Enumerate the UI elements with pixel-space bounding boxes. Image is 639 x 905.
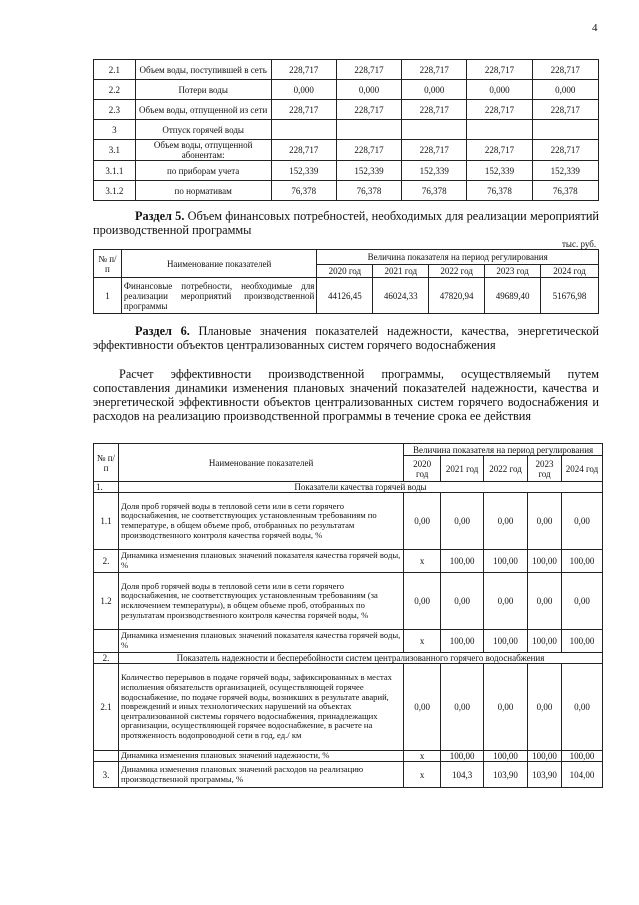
t1-value: 228,717 <box>271 60 336 80</box>
t3-row-name: Доля проб горячей воды в тепловой сети или в сети горячего водоснабжения, не соответствующих установленным требованиям по температуре, в общем объеме проб, отобранных по результатам производственного контроля качества горячей воды, % <box>118 493 403 550</box>
t3-value: 0,00 <box>441 573 484 630</box>
t1-value <box>402 120 467 140</box>
t1-value: 228,717 <box>467 140 532 161</box>
t1-row-num: 2.1 <box>94 60 136 80</box>
t3-value: 103,90 <box>484 762 528 788</box>
table-row <box>94 100 599 120</box>
t3-value: 100,00 <box>528 630 562 653</box>
table-row <box>94 762 603 788</box>
t3-value: 100,00 <box>561 630 602 653</box>
t3-value: 0,00 <box>561 573 602 630</box>
t3-value: 100,00 <box>528 550 562 573</box>
t1-row-num: 3.1 <box>94 140 136 161</box>
t3-value: 0,00 <box>528 664 562 751</box>
t1-value: 228,717 <box>271 100 336 120</box>
t1-value: 76,378 <box>271 181 336 201</box>
t3-value: 100,00 <box>528 751 562 762</box>
table-row <box>94 80 599 100</box>
table-row <box>94 550 603 573</box>
t2-year-header: 2021 год <box>373 265 429 278</box>
t1-value: 228,717 <box>532 100 598 120</box>
t2-header-period: Величина показателя на период регулирования <box>317 250 599 265</box>
t2-year-header: 2023 год <box>485 265 541 278</box>
table-row <box>94 60 599 80</box>
t1-value: 76,378 <box>402 181 467 201</box>
t1-value: 228,717 <box>336 60 401 80</box>
section-6-label: Раздел 6. <box>135 324 190 338</box>
t3-value: 0,00 <box>404 573 441 630</box>
t1-value: 76,378 <box>467 181 532 201</box>
t3-value: 0,00 <box>441 493 484 550</box>
t1-value: 228,717 <box>402 140 467 161</box>
t1-value: 0,000 <box>271 80 336 100</box>
t1-value <box>467 120 532 140</box>
table-row <box>94 751 603 762</box>
t1-value: 152,339 <box>402 161 467 181</box>
table-row <box>94 573 603 630</box>
t3-value: 0,00 <box>484 493 528 550</box>
t3-row-num: 3. <box>94 762 119 788</box>
t2-value: 46024,33 <box>373 278 429 314</box>
t1-value <box>532 120 598 140</box>
t3-row-name: Доля проб горячей воды в тепловой сети или в сети горячего водоснабжения, не соответствующих установленным требованиям (за исключением температуры), в общем объеме проб, отобранных по результатам производственного контроля качества горячей воды, % <box>118 573 403 630</box>
t3-row-name: Количество перерывов в подаче горячей воды, зафиксированных в местах исполнения обязательств организацией, осуществляющей горячее водоснабжение, по подаче горячей воды, возникших в результате аварий, повреждений и иных технологических нарушений на объектах централизованной системы горячего водоснабжения, принадлежащих организации, осуществляющей горячее водоснабжение, в расчете на протяженность водопроводной сети в год, ед./ км <box>118 664 403 751</box>
t1-value: 0,000 <box>467 80 532 100</box>
t3-value: 103,90 <box>528 762 562 788</box>
t3-value: 100,00 <box>484 751 528 762</box>
t1-value: 76,378 <box>336 181 401 201</box>
t3-value: 0,00 <box>528 573 562 630</box>
t3-row-name: Динамика изменения плановых значений надежности, % <box>118 751 403 762</box>
t3-section-num: 1. <box>94 482 119 493</box>
t3-row-num <box>94 630 119 653</box>
page-number: 4 <box>592 22 598 34</box>
t3-header-period: Величина показателя на период регулирования <box>404 444 603 456</box>
t1-value: 0,000 <box>532 80 598 100</box>
t3-value: 104,3 <box>441 762 484 788</box>
t3-year-header: 2021 год <box>441 456 484 482</box>
t1-value: 228,717 <box>271 140 336 161</box>
t1-value: 228,717 <box>336 100 401 120</box>
t3-value: 100,00 <box>561 550 602 573</box>
table-row <box>94 630 603 653</box>
t2-value: 47820,94 <box>429 278 485 314</box>
t1-row-name: по нормативам <box>135 181 271 201</box>
section-6-title: Плановые значения показателей надежности, качества, энергетической эффективности объектов централизованных систем горячего водоснабжения <box>93 324 600 352</box>
t3-year-header: 2024 год <box>561 456 602 482</box>
currency-unit: тыс. руб. <box>562 239 597 249</box>
t3-row-num <box>94 751 119 762</box>
t3-header-num: № п/п <box>94 444 119 482</box>
t3-row-name: Динамика изменения плановых значений показателя качества горячей воды, % <box>118 550 403 573</box>
t3-value: 100,00 <box>441 630 484 653</box>
t3-section-title: Показатель надежности и бесперебойности систем централизованного горячего водоснабжения <box>118 653 602 664</box>
t1-value: 228,717 <box>402 60 467 80</box>
t3-value: х <box>404 751 441 762</box>
t3-row-num: 2.1 <box>94 664 119 751</box>
t3-row-num: 1.1 <box>94 493 119 550</box>
table-row <box>94 140 599 161</box>
t3-value: 100,00 <box>561 751 602 762</box>
t1-row-name: по приборам учета <box>135 161 271 181</box>
t1-row-name: Объем воды, поступившей в сеть <box>135 60 271 80</box>
t1-row-num: 3.1.1 <box>94 161 136 181</box>
t3-value: 100,00 <box>484 630 528 653</box>
table-row <box>94 161 599 181</box>
t3-row-name: Динамика изменения плановых значений показателя качества горячей воды, % <box>118 630 403 653</box>
t3-value: 0,00 <box>561 664 602 751</box>
financial-needs-table <box>93 249 599 314</box>
t3-row-num: 1.2 <box>94 573 119 630</box>
t1-value: 228,717 <box>336 140 401 161</box>
t1-value <box>271 120 336 140</box>
t3-value: 0,00 <box>528 493 562 550</box>
t3-value: 0,00 <box>484 573 528 630</box>
t3-value: 0,00 <box>404 664 441 751</box>
t2-year-header: 2022 год <box>429 265 485 278</box>
t1-value: 152,339 <box>467 161 532 181</box>
t3-value: 0,00 <box>404 493 441 550</box>
t3-value: 0,00 <box>484 664 528 751</box>
t1-value: 76,378 <box>532 181 598 201</box>
t3-value: 100,00 <box>441 550 484 573</box>
t2-row-num: 1 <box>94 278 122 314</box>
section-6-heading <box>93 324 599 352</box>
t2-header-name: Наименование показателей <box>121 250 316 278</box>
t1-row-name: Потери воды <box>135 80 271 100</box>
table-row <box>94 120 599 140</box>
t3-header-name: Наименование показателей <box>118 444 403 482</box>
t3-year-header: 2020 год <box>404 456 441 482</box>
t1-value: 152,339 <box>336 161 401 181</box>
t3-value: 0,00 <box>561 493 602 550</box>
water-balance-table <box>93 59 599 201</box>
t2-year-header: 2020 год <box>317 265 373 278</box>
t1-row-name: Отпуск горячей воды <box>135 120 271 140</box>
t3-section-num: 2. <box>94 653 119 664</box>
t3-value: 100,00 <box>484 550 528 573</box>
t2-value: 51676,98 <box>541 278 599 314</box>
table-row <box>94 181 599 201</box>
t3-year-header: 2022 год <box>484 456 528 482</box>
t3-section-title: Показатели качества горячей воды <box>118 482 602 493</box>
t2-row-name: Финансовые потребности, необходимые для реализации мероприятий производственной программы <box>121 278 316 314</box>
t1-value: 152,339 <box>532 161 598 181</box>
t3-value: х <box>404 630 441 653</box>
t1-row-num: 3 <box>94 120 136 140</box>
t2-value: 44126,45 <box>317 278 373 314</box>
t1-row-name: Объем воды, отпущенной из сети <box>135 100 271 120</box>
t1-value: 228,717 <box>467 60 532 80</box>
t1-value: 228,717 <box>532 60 598 80</box>
t1-value: 228,717 <box>467 100 532 120</box>
t3-value: 104,00 <box>561 762 602 788</box>
t1-value <box>336 120 401 140</box>
t3-value: 0,00 <box>441 664 484 751</box>
table-row <box>94 664 603 751</box>
t3-row-num: 2. <box>94 550 119 573</box>
t3-value: 100,00 <box>441 751 484 762</box>
t1-value: 152,339 <box>271 161 336 181</box>
t1-row-name: Объем воды, отпущенной абонентам: <box>135 140 271 161</box>
t2-year-header: 2024 год <box>541 265 599 278</box>
t3-year-header: 2023 год <box>528 456 562 482</box>
section-5-heading <box>93 209 599 237</box>
t3-value: х <box>404 762 441 788</box>
reliability-quality-table <box>93 443 603 788</box>
t2-header-num: № п/п <box>94 250 122 278</box>
t1-row-num: 2.3 <box>94 100 136 120</box>
section-5-title: Объем финансовых потребностей, необходимых для реализации мероприятий производственной программы <box>93 209 599 237</box>
t2-value: 49689,40 <box>485 278 541 314</box>
t1-row-num: 3.1.2 <box>94 181 136 201</box>
section-6-paragraph: Расчет эффективности производственной программы, осуществляемый путем сопоставления динамики изменения плановых значений показателей надежности, качества и энергетической эффективности объектов централизованных систем горячего водоснабжения и расходов на реализацию производственной программы в течение срока ее действия <box>93 367 599 423</box>
section-5-label: Раздел 5. <box>135 209 185 223</box>
t1-value: 228,717 <box>402 100 467 120</box>
t1-value: 0,000 <box>336 80 401 100</box>
t1-value: 228,717 <box>532 140 598 161</box>
t1-row-num: 2.2 <box>94 80 136 100</box>
t3-row-name: Динамика изменения плановых значений расходов на реализацию производственной программы, % <box>118 762 403 788</box>
t1-value: 0,000 <box>402 80 467 100</box>
t3-value: х <box>404 550 441 573</box>
table-row <box>94 493 603 550</box>
